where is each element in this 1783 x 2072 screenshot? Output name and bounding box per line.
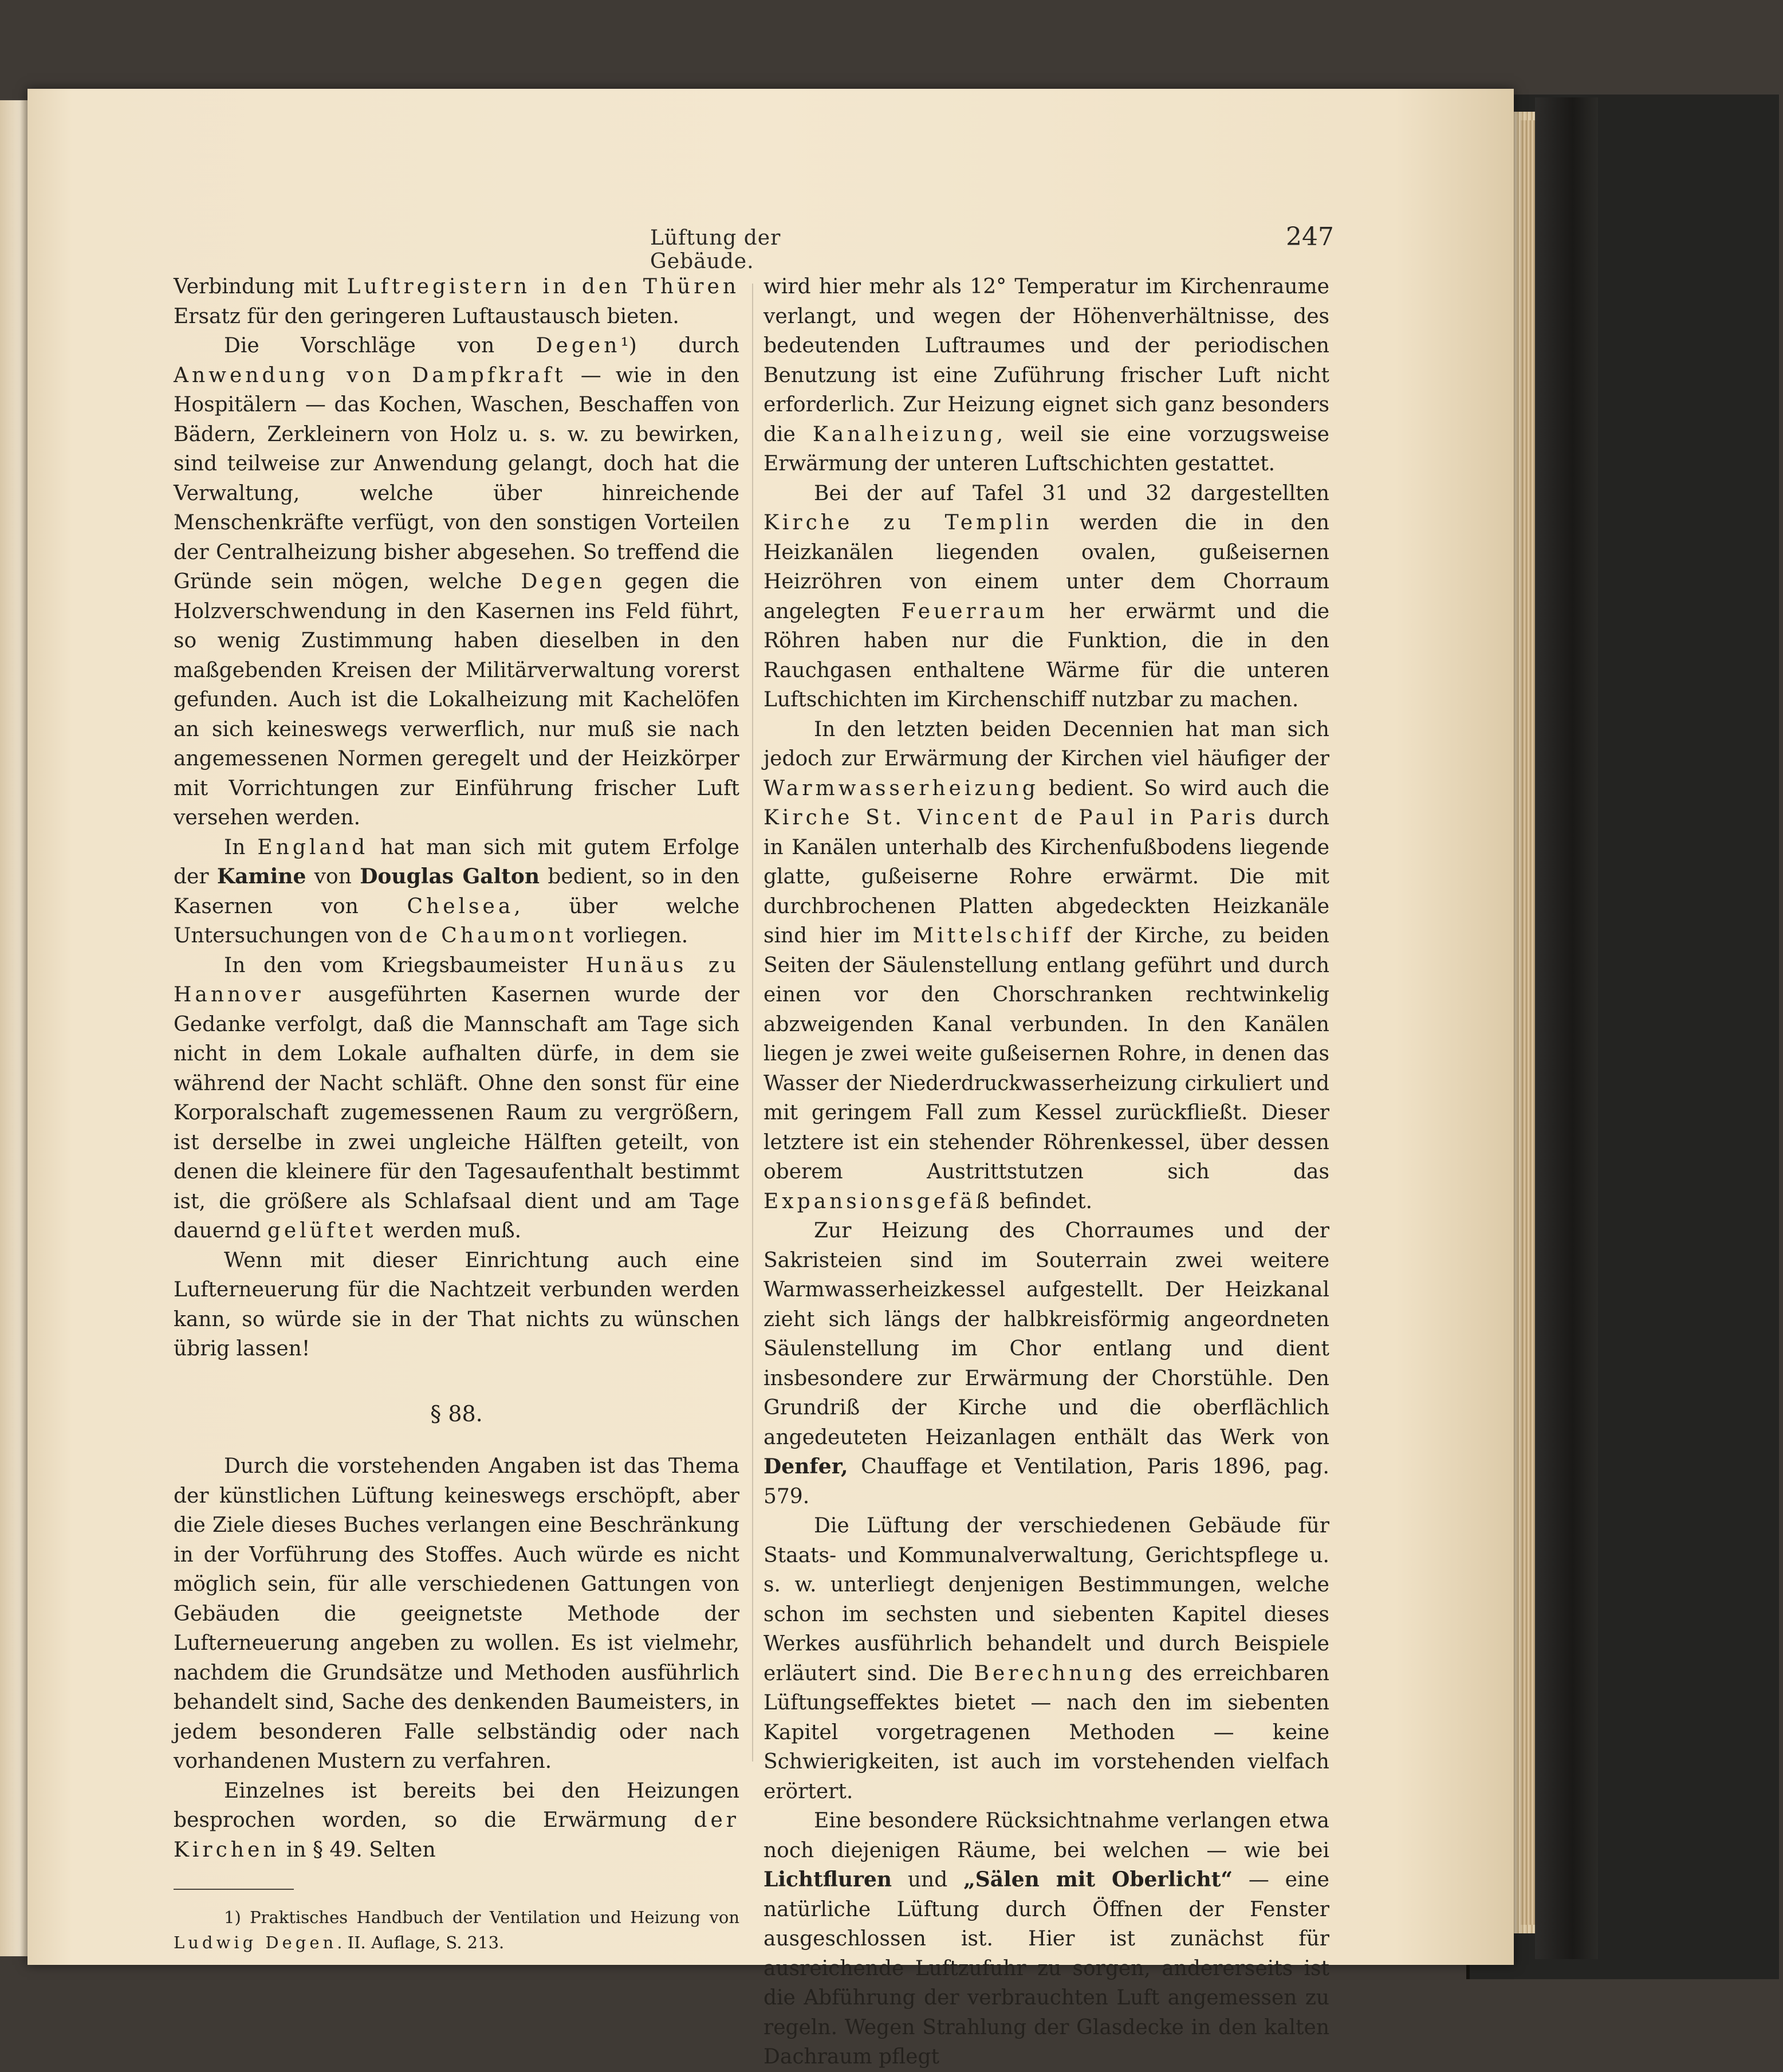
column-divider [752, 284, 753, 1762]
paragraph: Die Vorschläge von Degen¹) durch Anwendung von Dampfkraft — wie in den Hospitälern — das Kochen, Waschen, Beschaffen von Bädern, Zerkleinern von Holz u. s. w. zu bewirken, sind teilweise zur Anwendung gelangt, doch hat die Verwaltung, welche über hinreichende Menschenkräfte verfügt, von den sonstigen Vorteilen der Centralheizung bisher abgesehen. So treffend die Gründe sein mögen, welche Degen gegen die Holzverschwendung in den Kasernen ins Feld führt, so wenig Zustimmung haben dieselben in den maßgebenden Kreisen der Militärverwaltung vorerst gefunden. Auch ist die Lokalheizung mit Kachelöfen an sich keineswegs verwerflich, nur muß sie nach angemessenen Normen geregelt und der Heizkörper mit Vorrichtungen zur Einführung frischer Luft versehen werden. [174, 334, 740, 829]
book-board [1535, 97, 1598, 1959]
paragraph: Durch die vorstehenden Angaben ist das Thema der künstlichen Lüftung keineswegs erschöpft, aber die Ziele dieses Buches verlangen eine Beschränkung in der Vorführung des Stoffes. Auch würde es nicht möglich sein, für alle verschiedenen Gattungen von Gebäuden die geeignetste Methode der Lufterneuerung angeben zu wollen. Es ist vielmehr, nachdem die Grundsätze und Methoden ausführlich behandelt sind, Sache des denkenden Baumeisters, in jedem besonderen Falle selbständig oder nach vorhandenen Mustern zu verfahren. [174, 1454, 739, 1773]
right-column [763, 272, 1329, 2072]
paragraph: Wenn mit dieser Einrichtung auch eine Lufterneuerung für die Nachtzeit verbunden werden kann, so würde sie in der That nichts zu wünschen übrig lassen! [174, 1248, 739, 1361]
left-column [174, 272, 739, 1955]
paragraph: In den letzten beiden Decennien hat man sich jedoch zur Erwärmung der Kirchen viel häufiger der Warmwasserheizung bedient. So wird auch die Kirche St. Vincent de Paul in Paris durch in Kanälen unterhalb des Kirchenfußbodens liegende glatte, gußeiserne Rohre erwärmt. Die mit durchbrochenen Platten abgedeckten Heizkanäle sind hier im Mittelschiff der Kirche, zu beiden Seiten der Säulenstellung entlang geführt und durch einen vor den Chorschranken rechtwinkelig abzweigenden Kanal verbunden. In den Kanälen liegen je zwei weite gußeisernen Rohre, in denen das Wasser der Niederdruckwasserheizung cirkuliert und mit geringem Fall zum Kessel zurückfließt. Dieser letztere ist ein stehender Röhrenkessel, über dessen oberem Austrittstutzen sich das Expansionsgefäß befindet. [763, 717, 1329, 1213]
running-head: Lüftung der Gebäude. [650, 226, 781, 273]
paragraph: Verbindung mit Luftregistern in den Thüren Ersatz für den geringeren Luftaustausch bieten. [174, 275, 740, 328]
paragraph: Zur Heizung des Chorraumes und der Sakristeien sind im Souterrain zwei weitere Warmwasserheizkessel aufgestellt. Der Heizkanal zieht sich längs der halbkreisförmig angeordneten Säulenstellung im Chor entlang und dient insbesondere zur Erwärmung der Chorstühle. Den Grundriß der Kirche und die oberflächlich angedeuteten Heizanlagen enthält das Werk von Denfer, Chauffage et Ventilation, Paris 1896, pag. 579. [763, 1219, 1329, 1508]
footnote: 1) Praktisches Handbuch der Ventilation und Heizung von Ludwig Degen. II. Auflage, S. 213. [174, 1908, 739, 1952]
paragraph: Eine besondere Rücksichtnahme verlangen etwa noch diejenigen Räume, bei welchen — wie bei Lichtfluren und „Sälen mit Oberlicht“ — eine natürliche Lüftung durch Öffnen der Fenster ausgeschlossen ist. Hier ist zunächst für ausreichende Luftzufuhr zu sorgen, andererseits ist die Abführung der verbrauchten Luft angemessen zu regeln. Wegen Strahlung der Glasdecke in den kalten Dachraum pflegt [763, 1809, 1329, 2069]
paragraph: In England hat man sich mit gutem Erfolge der Kamine von Douglas Galton bedient, so in den Kasernen von Chelsea, über welche Untersuchungen von de Chaumont vorliegen. [174, 835, 740, 947]
paragraph: Einzelnes ist bereits bei den Heizungen besprochen worden, so die Erwärmung der Kirchen in § 49. Selten [174, 1779, 739, 1862]
paragraph: Bei der auf Tafel 31 und 32 dargestellten Kirche zu Templin werden die in den Heizkanälen liegenden ovalen, gußeisernen Heizröhren von einem unter dem Chorraum angelegten Feuerraum her erwärmt und die Röhren haben nur die Funktion, die in den Rauchgasen enthaltene Wärme für die unteren Luftschichten im Kirchenschiff nutzbar zu machen. [763, 481, 1329, 711]
page-number: 247 [1286, 222, 1334, 251]
footnote-rule [174, 1889, 294, 1890]
paragraph: wird hier mehr als 12° Temperatur im Kirchenraume verlangt, und wegen der Höhenverhältnisse, des bedeutenden Luftraumes und der periodischen Benutzung ist eine Zuführung frischer Luft nicht erforderlich. Zur Heizung eignet sich ganz besonders die Kanalheizung, weil sie eine vorzugsweise Erwärmung der unteren Luftschichten gestattet. [763, 275, 1329, 475]
paragraph: Die Lüftung der verschiedenen Gebäude für Staats- und Kommunalverwaltung, Gerichtspflege u. s. w. unterliegt denjenigen Bestimmungen, welche schon im sechsten und siebenten Kapitel dieses Werkes ausführlich behandelt und durch Beispiele erläutert sind. Die Berechnung des erreichbaren Lüftungseffektes bietet — nach den im siebenten Kapitel vorgetragenen Methoden — keine Schwierigkeiten, ist auch im vorstehenden vielfach erörtert. [763, 1514, 1330, 1803]
paragraph: In den vom Kriegsbaumeister Hunäus zu Hannover ausgeführten Kasernen wurde der Gedanke verfolgt, daß die Mannschaft am Tage sich nicht in dem Lokale aufhalten dürfe, in dem sie während der Nacht schläft. Ohne den sonst für eine Korporalschaft zugemessenen Raum zu vergrößern, ist derselbe in zwei ungleiche Hälften geteilt, von denen die kleinere für den Tagesaufenthalt bestimmt ist, die größere als Schlafsaal dient und am Tage dauernd gelüftet werden muß. [174, 953, 739, 1243]
section-heading: § 88. [430, 1401, 483, 1426]
